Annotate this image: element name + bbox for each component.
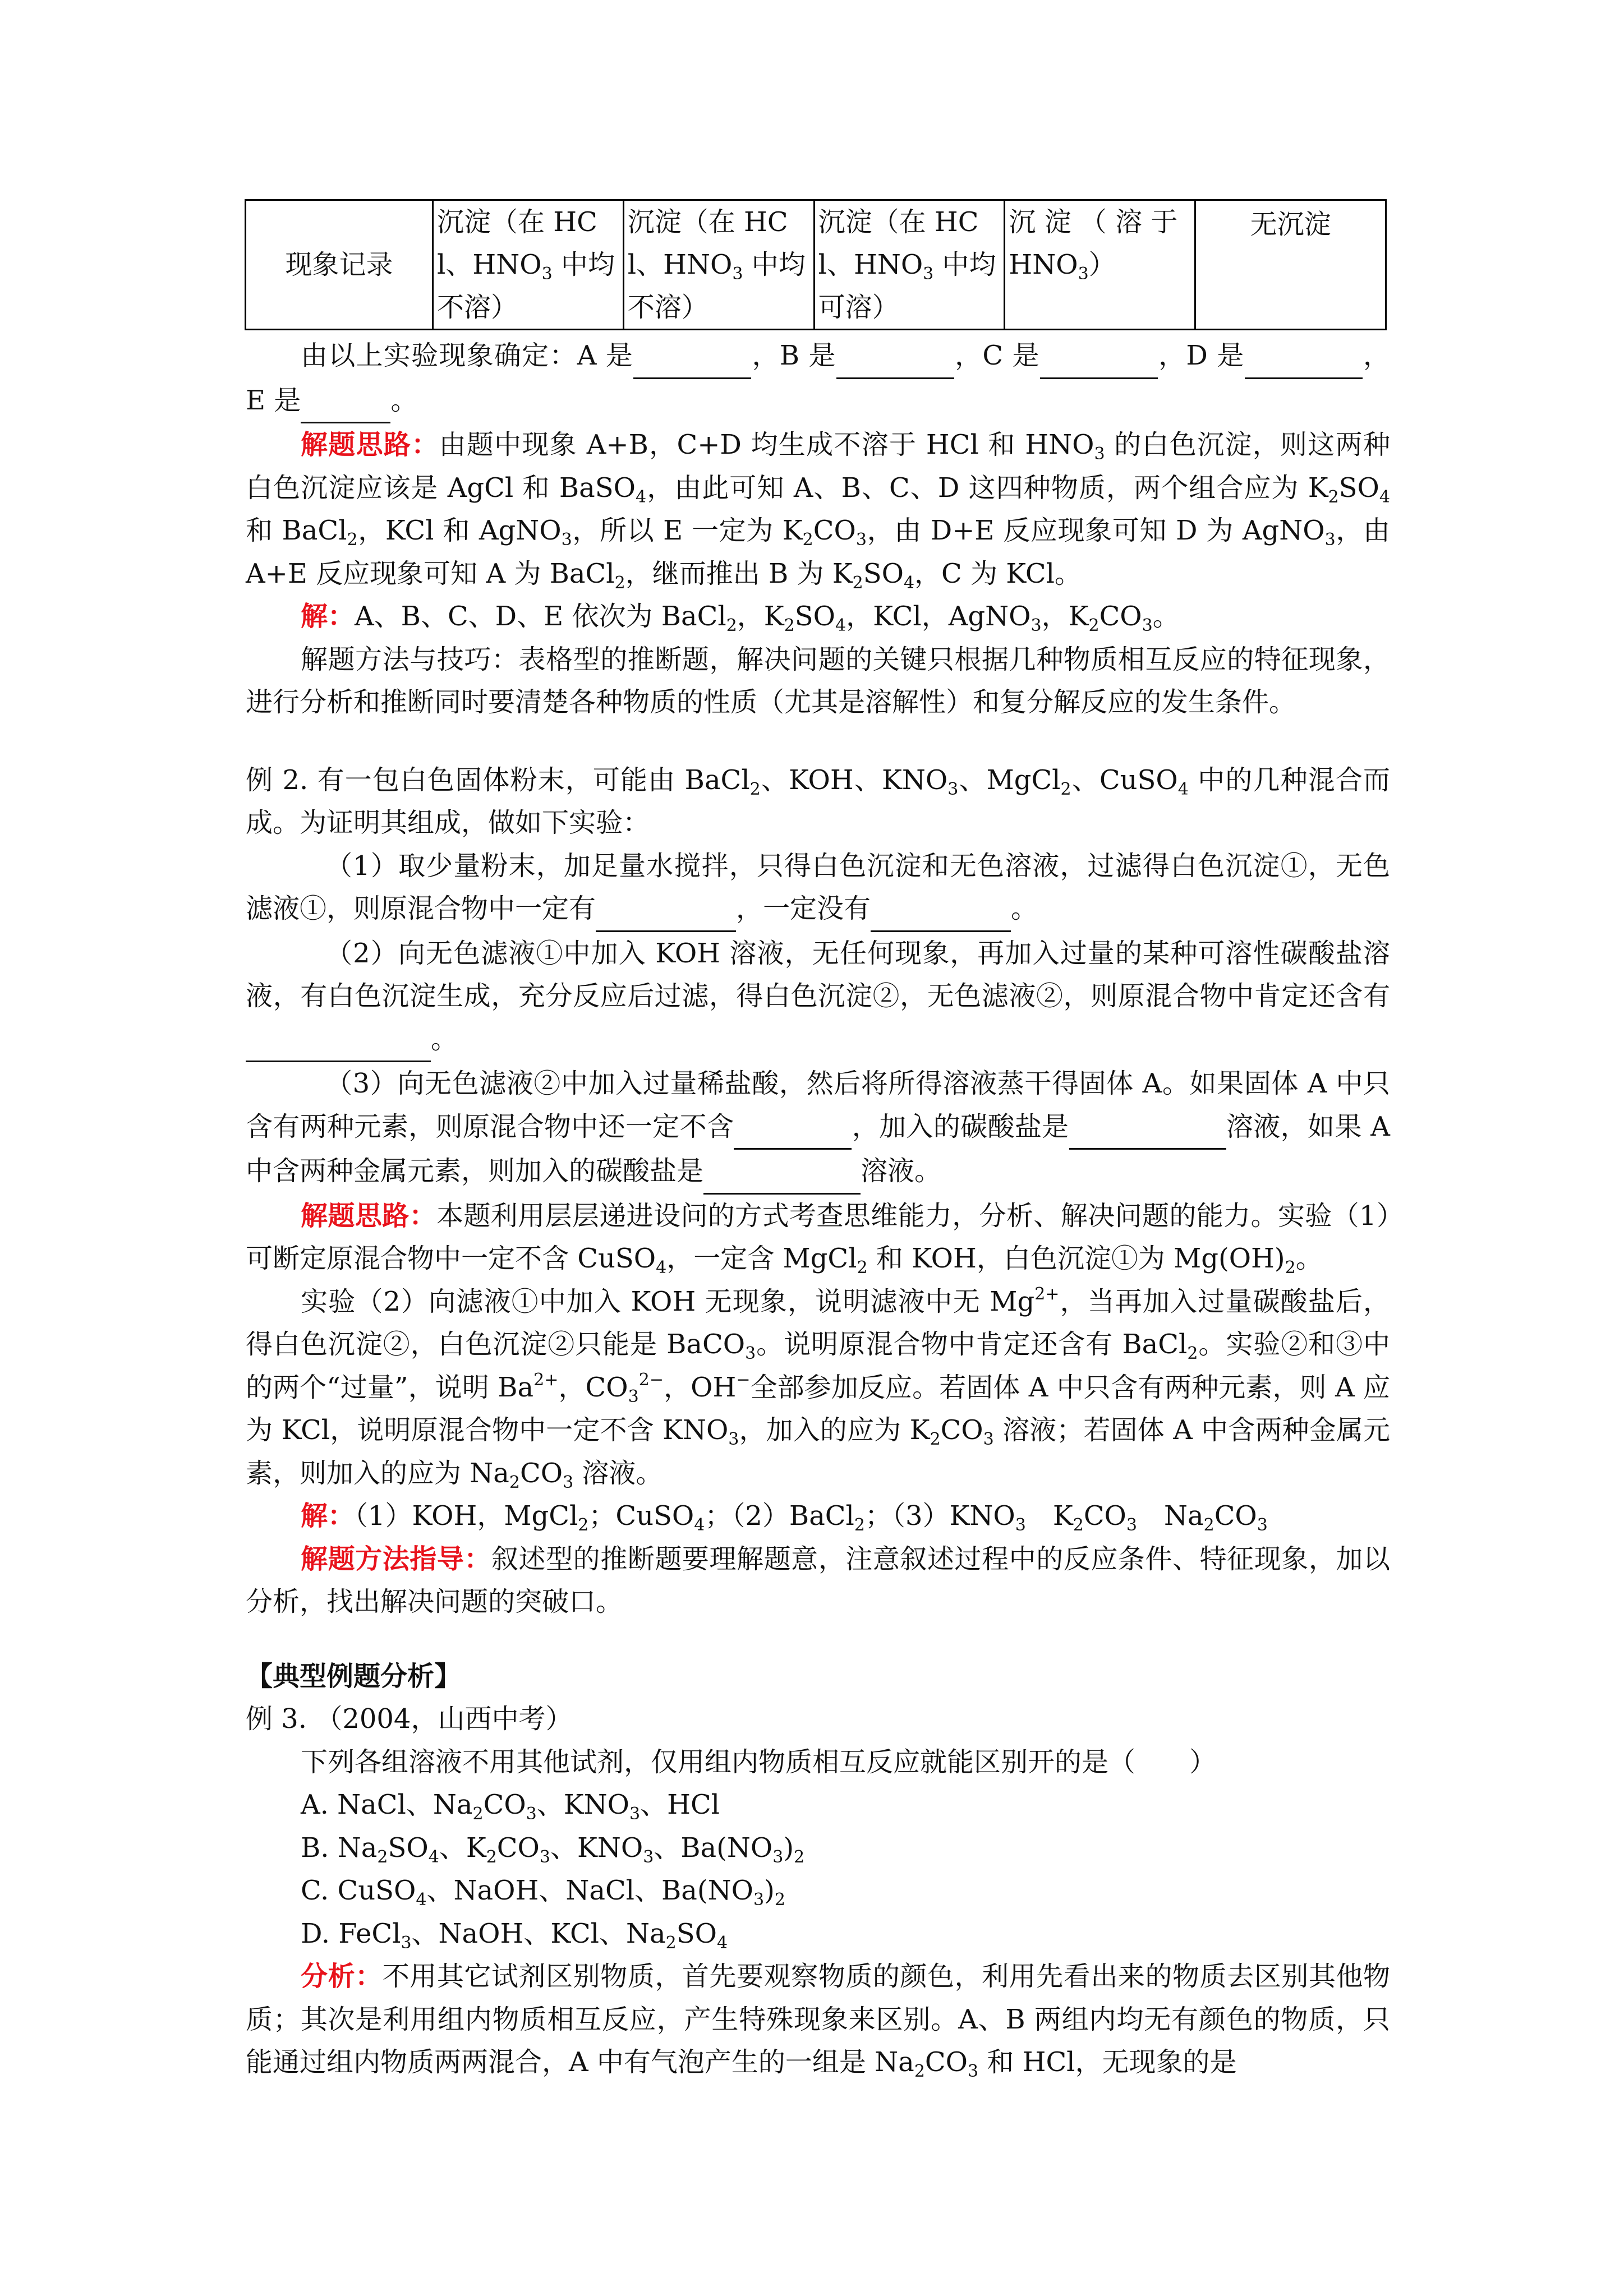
subscript: 3 — [563, 1472, 574, 1492]
paragraph — [246, 1869, 1390, 1912]
subscript: 2 — [914, 2062, 925, 2081]
superscript: − — [736, 1370, 751, 1390]
text-run: ) — [783, 1832, 794, 1864]
subscript: 2 — [930, 1430, 941, 1449]
text-run: 实验（2）向滤液①中加入 KOH 无现象，说明滤液中无 Mg — [301, 1285, 1035, 1317]
subscript: 2 — [1088, 616, 1099, 635]
subscript: 3 — [753, 1890, 765, 1910]
subscript: 2 — [1328, 487, 1339, 507]
subscript: 3 — [1078, 264, 1089, 284]
text-run: HNO — [853, 249, 923, 280]
text-run: 沉 淀 （ 溶 于 HNO — [1009, 206, 1178, 280]
text-run: 沉淀（在 HCl、 — [437, 206, 597, 280]
subscript: 3 — [401, 1933, 412, 1953]
subscript: 2 — [1203, 1515, 1214, 1535]
subscript: 3 — [728, 1430, 739, 1449]
text-run: 、KNO — [536, 1789, 629, 1820]
subscript: 2 — [1060, 779, 1071, 799]
paragraph — [246, 1783, 1390, 1827]
answer-blank — [1069, 1105, 1226, 1150]
text-run: ，B 是 — [751, 340, 836, 371]
paragraph — [246, 1495, 1390, 1538]
subscript: 3 — [967, 2062, 979, 2081]
text-run: ；CuSO — [588, 1500, 694, 1532]
section-label: 分析： — [301, 1961, 383, 1992]
subscript: 3 — [1030, 616, 1042, 635]
spacer — [246, 1624, 1390, 1655]
subscript: 2 — [665, 1933, 677, 1953]
text-run: ，一定含 MgCl — [666, 1243, 857, 1274]
paragraph — [246, 1538, 1390, 1624]
text-run: ，C 为 KCl。 — [914, 557, 1082, 589]
paragraph — [246, 334, 1390, 423]
text-run: 叙述型的推断题要理解题意，注意叙述过程中的反应条件、特征现象，加以分析，找出解决问题的突破口。 — [246, 1543, 1390, 1617]
paragraph — [246, 423, 1390, 595]
text-run: 溶液。 — [861, 1155, 942, 1187]
text-run: ，OH — [663, 1371, 737, 1403]
text-run: 。实验②和③中的两个“过量”，说明 Ba — [246, 1329, 1390, 1403]
subscript: 4 — [716, 1933, 728, 1953]
section-label: 解： — [301, 601, 355, 632]
table-cell — [1195, 200, 1386, 330]
answer-blank — [871, 887, 1011, 932]
subscript: 3 — [643, 1847, 654, 1867]
paragraph — [246, 845, 1390, 932]
text-run: HNO — [663, 249, 733, 280]
text-run: ，加入的碳酸盐是 — [852, 1110, 1069, 1142]
subscript: 2 — [578, 1515, 589, 1535]
subscript: 2 — [509, 1472, 520, 1492]
paragraph — [246, 1955, 1390, 2084]
subscript: 2 — [774, 1890, 785, 1910]
superscript: 2+ — [1034, 1284, 1060, 1304]
text-run: 。 — [431, 1023, 458, 1055]
subscript: 2 — [377, 1847, 388, 1867]
subscript: 3 — [628, 1386, 639, 1407]
text-run: 和 KOH，白色沉淀①为 Mg(OH) — [867, 1243, 1285, 1274]
text-run: （2）向无色滤液①中加入 KOH 溶液，无任何现象，再加入过量的某种可溶性碳酸盐溶液，有白色沉淀生成，充分反应后过滤，得白色沉淀②，无色滤液②，则原混合物中肯定还含有 — [246, 937, 1390, 1012]
subscript: 3 — [923, 264, 934, 284]
answer-blank — [836, 334, 954, 379]
text-run: 无沉淀 — [1250, 209, 1331, 240]
text-run: 本题利用层层递进设问的方式考查思维能力，分析、解决问题的能力。实验（1）可断定原混合物中一定不含 CuSO — [246, 1200, 1390, 1274]
text-run: 沉淀（在 HCl、 — [818, 206, 979, 280]
text-run: ，CO — [558, 1371, 628, 1403]
paragraph — [246, 1912, 1390, 1956]
text-run: CO — [1099, 601, 1142, 632]
text-run: 、K — [439, 1832, 486, 1864]
text-run: CO — [813, 515, 856, 546]
text-run: 例 2. 有一包白色固体粉末，可能由 BaCl — [246, 764, 750, 796]
text-run: ，K — [1041, 601, 1089, 632]
section-label: 解题方法指导： — [301, 1543, 491, 1575]
subscript: 4 — [694, 1515, 705, 1535]
subscript: 2 — [347, 530, 358, 550]
table-cell — [623, 200, 814, 330]
text-run: ) — [764, 1875, 775, 1906]
text-run: Na — [1137, 1500, 1204, 1532]
text-run: 、KOH、KNO — [760, 764, 948, 796]
paragraph — [246, 1280, 1390, 1495]
table-row — [246, 200, 1386, 330]
subscript: 2 — [1285, 1258, 1296, 1278]
paragraph — [246, 1655, 1390, 1698]
superscript: 2+ — [533, 1370, 559, 1390]
subscript: 3 — [561, 530, 572, 550]
text-run: ，C 是 — [954, 340, 1040, 371]
text-run: ；（3）KNO — [864, 1500, 1015, 1532]
text-run: 沉淀（在 HCl、 — [627, 206, 788, 280]
text-run: 、CuSO — [1071, 764, 1178, 796]
subscript: 3 — [983, 1430, 994, 1449]
text-run: ，加入的应为 K — [739, 1414, 930, 1446]
text-run: CO — [1083, 1500, 1126, 1532]
subscript: 4 — [636, 487, 647, 507]
paragraph — [246, 1062, 1390, 1195]
subscript: 2 — [726, 616, 737, 635]
subscript: 4 — [903, 573, 915, 593]
answer-blank — [734, 1105, 852, 1150]
text-run: ，由此可知 A、B、C、D 这四种物质，两个组合应为 K — [646, 472, 1328, 504]
subscript: 3 — [947, 779, 959, 799]
text-run: 由题中现象 A+B，C+D 均生成不溶于 HCl 和 HNO — [439, 429, 1094, 460]
subscript: 2 — [784, 616, 795, 635]
paragraph — [246, 759, 1390, 845]
paragraph — [246, 1195, 1390, 1280]
text-run: 中均可溶） — [818, 249, 996, 323]
section-label: 解题思路： — [301, 429, 439, 460]
text-run: CO — [483, 1789, 526, 1820]
subscript: 3 — [1126, 1515, 1137, 1535]
text-run: CO — [940, 1414, 983, 1446]
text-run: ，当再加入过量碳酸盐后，得白色沉淀②，白色沉淀②只能是 BaCO — [246, 1285, 1390, 1360]
text-run: SO — [794, 601, 835, 632]
subscript: 4 — [1177, 779, 1189, 799]
subscript: 2 — [857, 1258, 868, 1278]
subscript: 4 — [1379, 487, 1390, 507]
paragraph — [246, 595, 1390, 638]
subscript: 3 — [732, 264, 743, 284]
answer-blank — [703, 1150, 861, 1195]
subscript: 3 — [629, 1804, 641, 1824]
text-run: ，所以 E 一定为 K — [572, 515, 803, 546]
text-run: ） — [1088, 249, 1116, 280]
subscript: 3 — [745, 1344, 756, 1363]
text-run: HNO — [472, 249, 542, 280]
subscript: 2 — [852, 573, 863, 593]
text-run: 的白色沉淀，则这两种白色沉淀应该是 AgCl 和 BaSO — [246, 429, 1390, 504]
text-run: D. FeCl — [301, 1917, 401, 1949]
subscript: 2 — [472, 1804, 484, 1824]
text-run: ，继而推出 B 为 K — [625, 557, 853, 589]
paragraph — [246, 1698, 1390, 1741]
table-cell — [433, 200, 624, 330]
text-run: B. Na — [301, 1832, 378, 1864]
text-run: CO — [519, 1457, 563, 1489]
subscript: 3 — [1257, 1515, 1268, 1535]
text-run: CO — [1214, 1500, 1257, 1532]
table-cell — [1005, 200, 1195, 330]
spacer — [246, 724, 1390, 759]
subscript: 2 — [854, 1515, 865, 1535]
subscript: 3 — [1015, 1515, 1026, 1535]
text-run: 、MgCl — [958, 764, 1061, 796]
text-run: （3）向无色滤液②中加入过量稀盐酸，然后将所得溶液蒸干得固体 A。如果固体 A 中只含有两种元素，则原混合物中还一定不含 — [246, 1068, 1390, 1142]
text-run: 、KNO — [550, 1832, 643, 1864]
text-run: 溶液；若固体 A 中含两种金属元素，则加入的应为 Na — [246, 1414, 1390, 1489]
answer-blank — [1245, 334, 1363, 379]
text-run: 溶液。 — [573, 1457, 663, 1489]
text-run: 解题方法与技巧：表格型的推断题，解决问题的关键只根据几种物质相互反应的特征现象，进行分析和推断同时要清楚各种物质的性质（尤其是溶解性）和复分解反应的发生条件。 — [246, 643, 1390, 718]
answer-blank — [596, 887, 736, 932]
answer-blank — [246, 1018, 431, 1063]
answer-blank — [1040, 334, 1158, 379]
text-run: ，KCl，AgNO — [846, 601, 1031, 632]
paragraph — [246, 638, 1390, 724]
text-run: 不用其它试剂区别物质，首先要观察物质的颜色，利用先看出来的物质去区别其他物质；其次是利用组内物质相互反应，产生特殊现象来区别。A、B 两组内均无有颜色的物质，只能通过组内物质两两混合，A 中有气泡产生的一组是 Na — [246, 1961, 1390, 2078]
text-run: 、NaOH、KCl、Na — [411, 1917, 666, 1949]
text-run: A、B、C、D、E 依次为 BaCl — [355, 601, 726, 632]
text-run: C. CuSO — [301, 1875, 416, 1906]
text-run: SO — [676, 1917, 717, 1949]
text-run: SO — [1338, 472, 1379, 504]
table-row-label: 现象记录 — [246, 200, 433, 330]
subscript: 3 — [1324, 530, 1336, 550]
answer-blank — [301, 379, 390, 424]
text-run: CO — [496, 1832, 540, 1864]
text-run: 和 BaCl — [246, 515, 347, 546]
text-run: SO — [863, 557, 904, 589]
subscript: 4 — [428, 1847, 439, 1867]
text-run: （1）KOH，MgCl — [355, 1500, 578, 1532]
section-label: 解题思路： — [301, 1200, 436, 1232]
text-run: 。说明原混合物中肯定还含有 BaCl — [756, 1329, 1188, 1360]
text-run: 、Ba(NO — [654, 1832, 773, 1864]
subscript: 3 — [539, 1847, 550, 1867]
text-run: ，由 D+E 反应现象可知 D 为 AgNO — [866, 515, 1325, 546]
text-run: 中的几种混合而成。为证明其组成，做如下实验： — [246, 764, 1390, 838]
document-body — [246, 334, 1390, 2084]
subscript: 3 — [1094, 444, 1105, 464]
paragraph — [246, 932, 1390, 1063]
text-run: ；（2）BaCl — [705, 1500, 854, 1532]
subscript: 2 — [802, 530, 813, 550]
text-run: A. NaCl、Na — [301, 1789, 473, 1820]
subscript: 2 — [1187, 1344, 1198, 1363]
subscript: 2 — [1073, 1515, 1084, 1535]
subscript: 2 — [794, 1847, 805, 1867]
text-run: SO — [388, 1832, 429, 1864]
text-run: ，由 A+E 反应现象可知 A 为 BaCl — [246, 515, 1390, 589]
text-run: K — [1025, 1500, 1073, 1532]
subscript: 4 — [656, 1258, 667, 1278]
subscript: 2 — [749, 779, 761, 799]
text-run: 、NaOH、NaCl、Ba(NO — [426, 1875, 753, 1906]
text-run: 全部参加反应。若固体 A 中只含有两种元素，则 A 应为 KCl，说明原混合物中一定不含 KNO — [246, 1371, 1390, 1446]
text-run: 。 — [1152, 601, 1180, 632]
text-run: 溶液，如果 A 中含两种金属元素，则加入的碳酸盐是 — [246, 1110, 1390, 1187]
text-run: CO — [924, 2046, 968, 2078]
paragraph — [246, 1741, 1390, 1784]
text-run: 例 3. （2004，山西中考） — [246, 1703, 573, 1735]
text-run: （1）取少量粉末，加足量水搅拌，只得白色沉淀和无色溶液，过滤得白色沉淀①，无色滤液①，则原混合物中一定有 — [246, 850, 1390, 924]
table-cell — [814, 200, 1005, 330]
superscript: 2− — [638, 1370, 664, 1390]
observation-table — [245, 199, 1387, 330]
text-run: 、HCl — [640, 1789, 720, 1820]
subscript: 2 — [486, 1847, 497, 1867]
subscript: 3 — [526, 1804, 537, 1824]
text-run: ，D 是 — [1157, 340, 1245, 371]
text-run: ，E 是 — [246, 340, 1390, 416]
text-run: ，一定没有 — [736, 893, 871, 924]
text-run: ，KCl 和 AgNO — [357, 515, 562, 546]
subscript: 4 — [416, 1890, 427, 1910]
text-run: 中均不溶） — [627, 249, 806, 323]
subscript: 4 — [835, 616, 846, 635]
text-run: 和 HCl，无现象的是 — [978, 2046, 1237, 2078]
subscript: 2 — [614, 573, 625, 593]
text-run: 。 — [1295, 1243, 1323, 1274]
answer-blank — [633, 334, 751, 379]
section-heading: 【典型例题分析】 — [246, 1660, 462, 1692]
text-run: 。 — [390, 384, 418, 416]
text-run: 由以上实验现象确定：A 是 — [301, 340, 634, 371]
subscript: 3 — [772, 1847, 784, 1867]
text-run: 下列各组溶液不用其他试剂，仅用组内物质相互反应就能区别开的是（ ） — [301, 1746, 1217, 1778]
text-run: 。 — [1011, 893, 1038, 924]
subscript: 3 — [855, 530, 867, 550]
text-run: ，K — [737, 601, 784, 632]
section-label: 解： — [301, 1500, 355, 1532]
subscript: 3 — [1142, 616, 1153, 635]
subscript: 3 — [541, 264, 553, 284]
paragraph — [246, 1827, 1390, 1870]
text-run: 中均不溶） — [437, 249, 615, 323]
